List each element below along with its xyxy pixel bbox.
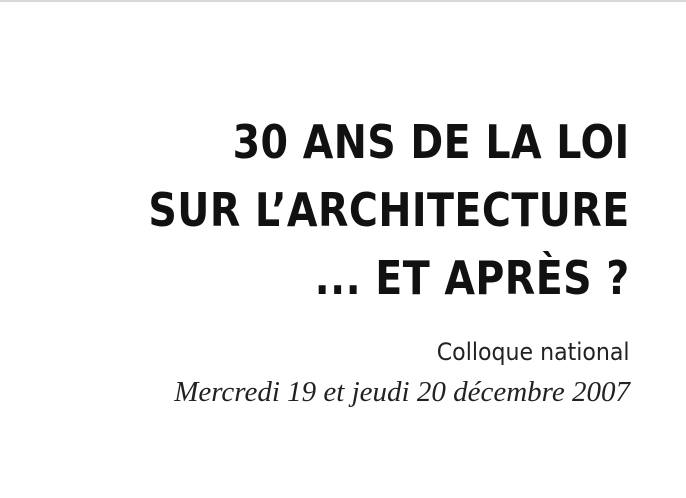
- title-line-2: SUR L’ARCHITECTURE: [148, 183, 630, 237]
- top-divider: [0, 0, 686, 2]
- event-subtitle: Colloque national: [437, 338, 630, 366]
- title-line-1: 30 ANS DE LA LOI: [232, 115, 630, 169]
- title-line-3: ... ET APRÈS ?: [315, 251, 630, 305]
- event-date: Mercredi 19 et jeudi 20 décembre 2007: [174, 376, 630, 408]
- page-title: [70, 108, 630, 312]
